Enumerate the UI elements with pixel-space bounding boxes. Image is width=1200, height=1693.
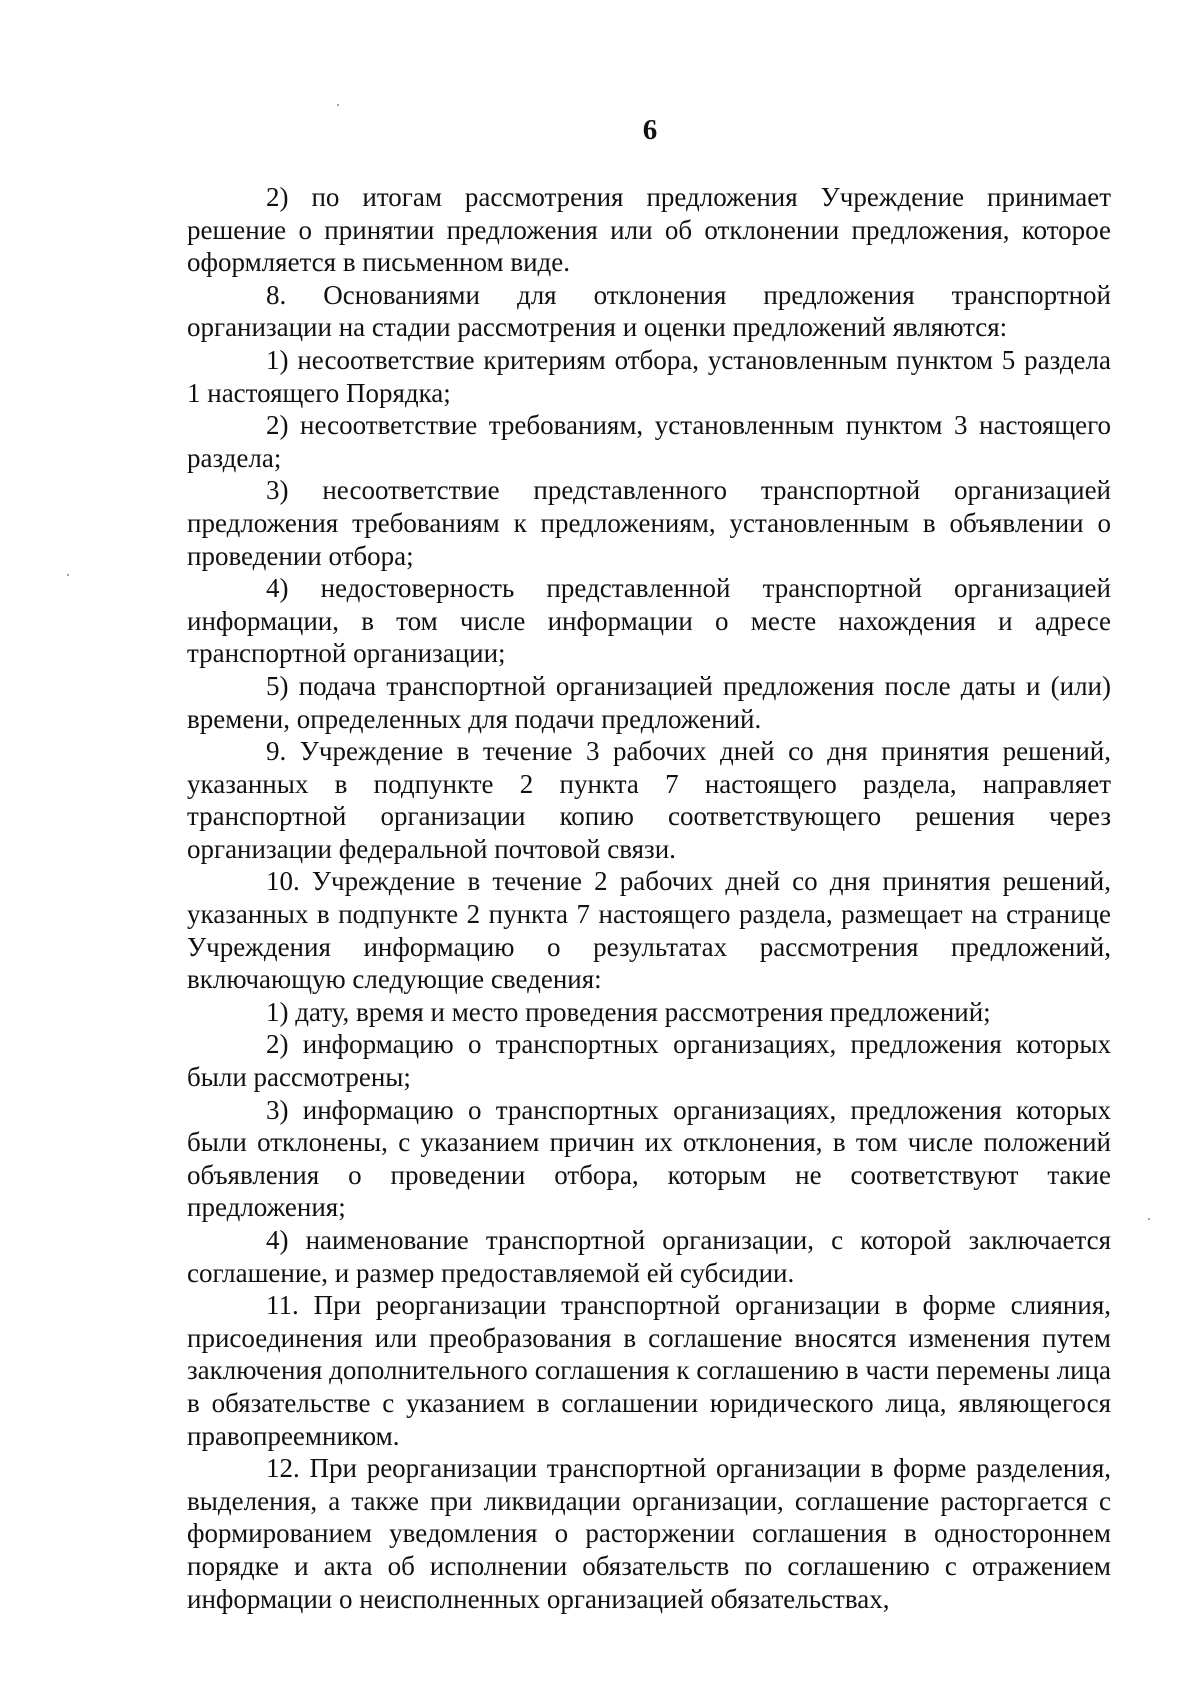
paragraph-8-2: 2) несоответствие требованиям, установленным пунктом 3 настоящего раздела; bbox=[187, 410, 1111, 473]
paragraph-11: 11. При реорганизации транспортной организации в форме слияния, присоединения или преобразования в соглашение вносятся изменения путем заключения дополнительного соглашения к соглашению в части перемены лица в обязательстве с указанием в соглашении юридического лица, являющегося правопреемником. bbox=[187, 1290, 1111, 1451]
paragraph-10-4: 4) наименование транспортной организации, с которой заключается соглашение, и размер предоставляемой ей субсидии. bbox=[187, 1225, 1111, 1288]
paragraph-10-1: 1) дату, время и место проведения рассмотрения предложений; bbox=[266, 996, 991, 1027]
paragraph-8-4: 4) недостоверность представленной транспортной организацией информации, в том числе информации о месте нахождения и адресе транспортной организации; bbox=[187, 573, 1111, 669]
paragraph-8-1: 1) несоответствие критериям отбора, установленным пунктом 5 раздела 1 настоящего Порядка; bbox=[187, 344, 1111, 408]
document-body bbox=[187, 181, 1111, 1615]
paragraph-10: 10. Учреждение в течение 2 рабочих дней со дня принятия решений, указанных в подпункте 2 пункта 7 настоящего раздела, размещает на странице Учреждения информацию о результатах рассмотрения предложений, включающую следующие сведения: bbox=[187, 866, 1111, 995]
scan-speck bbox=[1148, 1218, 1150, 1220]
paragraph-8-5: 5) подача транспортной организацией предложения после даты и (или) времени, определенных для подачи предложений. bbox=[187, 670, 1111, 734]
page-number: 6 bbox=[642, 114, 658, 146]
paragraph-9: 9. Учреждение в течение 3 рабочих дней со дня принятия решений, указанных в подпункте 2 пункта 7 настоящего раздела, направляет транспортной организации копию соответствующего решения через организации федеральной почтовой связи. bbox=[187, 736, 1111, 864]
paragraph-10-2: 2) информацию о транспортных организациях, предложения которых были рассмотрены; bbox=[187, 1029, 1111, 1093]
paragraph-10-3: 3) информацию о транспортных организациях, предложения которых были отклонены, с указанием причин их отклонения, в том числе положений объявления о проведении отбора, которым не соответствуют такие предложения; bbox=[187, 1094, 1111, 1223]
paragraph-7-2: 2) по итогам рассмотрения предложения Учреждение принимает решение о принятии предложения или об отклонении предложения, которое оформляется в письменном виде. bbox=[187, 182, 1111, 278]
paragraph-8-3: 3) несоответствие представленного транспортной организацией предложения требованиям к предложениям, установленным в объявлении о проведении отбора; bbox=[187, 475, 1111, 571]
scan-speck bbox=[337, 104, 339, 106]
scan-speck bbox=[67, 574, 69, 576]
paragraph-8: 8. Основаниями для отклонения предложения транспортной организации на стадии рассмотрения и оценки предложений являются: bbox=[187, 279, 1111, 343]
paragraph-12: 12. При реорганизации транспортной организации в форме разделения, выделения, а также при ликвидации организации, соглашение расторгается с формированием уведомления о расторжении соглашения в одностороннем порядке и акта об исполнении обязательств по соглашению с отражением информации о неисполненных организацией обязательствах, bbox=[187, 1453, 1111, 1614]
